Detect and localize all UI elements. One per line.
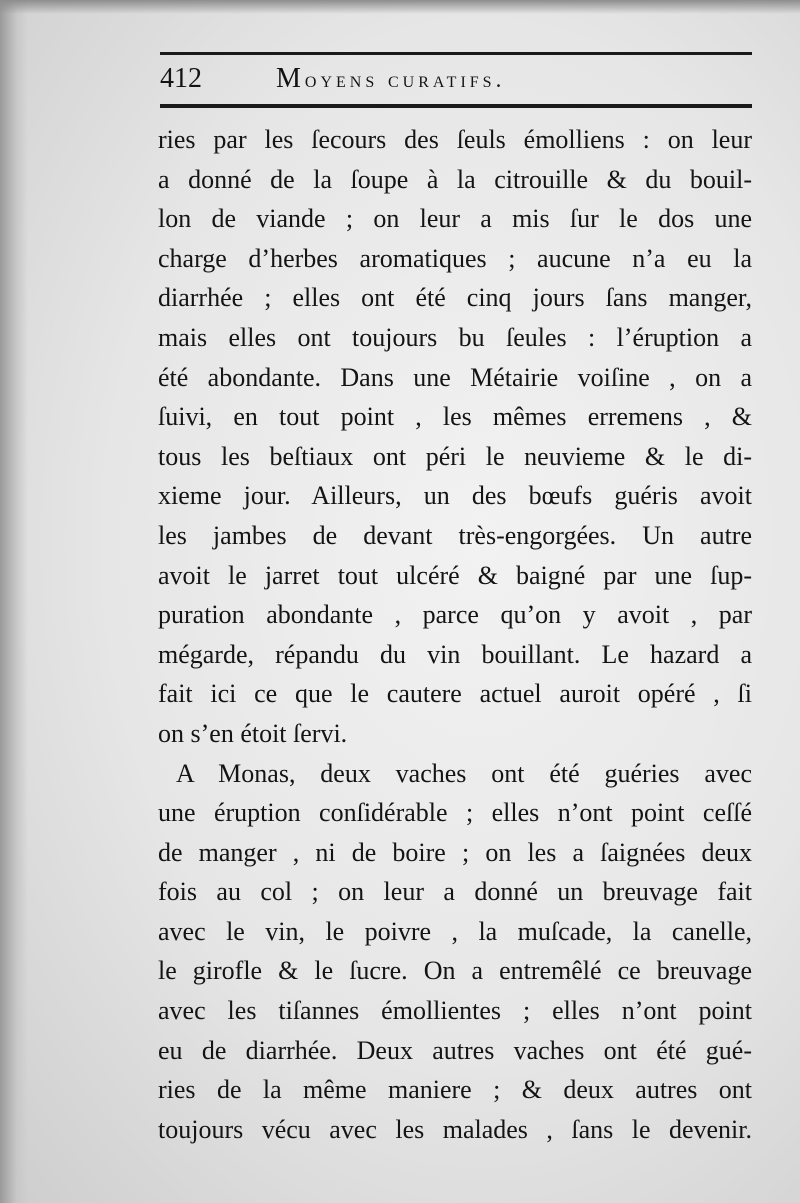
header-rule-top <box>160 52 752 55</box>
running-head <box>276 62 505 97</box>
text-line: ries de la même maniere ; & deux autres ont <box>158 1075 752 1105</box>
text-line: ſuivi, en tout point , les mêmes erremens , & <box>158 402 752 432</box>
text-line: lon de viande ; on leur a mis ſur le dos une <box>158 204 752 234</box>
paragraph-start-line: A Monas, deux vaches ont été guéries avec <box>176 758 752 788</box>
paragraph-end-line: on s’en étoit ſervi. <box>158 718 348 748</box>
running-head-rest: oyens curatifs. <box>304 67 506 92</box>
text-line: de manger , ni de boire ; on les a ſaignées deux <box>158 837 752 867</box>
text-line: toujours vécu avec les malades , ſans le devenir. <box>158 1114 752 1144</box>
page-number: 412 <box>160 63 202 94</box>
header-rule-bottom <box>160 104 752 108</box>
text-line: eu de diarrhée. Deux autres vaches ont été gué- <box>158 1035 752 1065</box>
text-line: avoit le jarret tout ulcéré & baigné par une ſup- <box>158 560 752 590</box>
text-line: avec le vin, le poivre , la muſcade, la canelle, <box>158 916 752 946</box>
text-line: fois au col ; on leur a donné un breuvage fait <box>158 877 752 907</box>
text-line: avec les tiſannes émollientes ; elles n’ont point <box>158 996 752 1026</box>
running-head-initial: M <box>276 63 305 94</box>
text-line: puration abondante , parce qu’on y avoit , par <box>158 600 752 630</box>
text-line: tous les beſtiaux ont péri le neuvieme & le di- <box>158 441 752 471</box>
text-line: mais elles ont toujours bu ſeules : l’éruption a <box>158 322 752 352</box>
text-line: a donné de la ſoupe à la citrouille & du bouil- <box>158 164 752 194</box>
text-line: xieme jour. Ailleurs, un des bœufs guéris avoit <box>158 481 752 511</box>
top-edge-shadow <box>0 0 800 14</box>
binding-shadow <box>0 0 28 1203</box>
text-line: été abondante. Dans une Métairie voiſine , on a <box>158 362 752 392</box>
text-line: le girofle & le ſucre. On a entremêlé ce breuvage <box>158 956 752 986</box>
text-line: mégarde, répandu du vin bouillant. Le hazard a <box>158 639 752 669</box>
text-line: fait ici ce que le cautere actuel auroit opéré , ſi <box>158 679 752 709</box>
body-text <box>158 120 752 1149</box>
text-line: les jambes de devant très-engorgées. Un autre <box>158 520 752 550</box>
text-line: diarrhée ; elles ont été cinq jours ſans manger, <box>158 283 752 313</box>
text-line: une éruption conſidérable ; elles n’ont point ceſſé <box>158 798 752 828</box>
text-line: ries par les ſecours des ſeuls émolliens : on leur <box>158 125 752 154</box>
text-line: charge d’herbes aromatiques ; aucune n’a eu la <box>158 243 752 273</box>
